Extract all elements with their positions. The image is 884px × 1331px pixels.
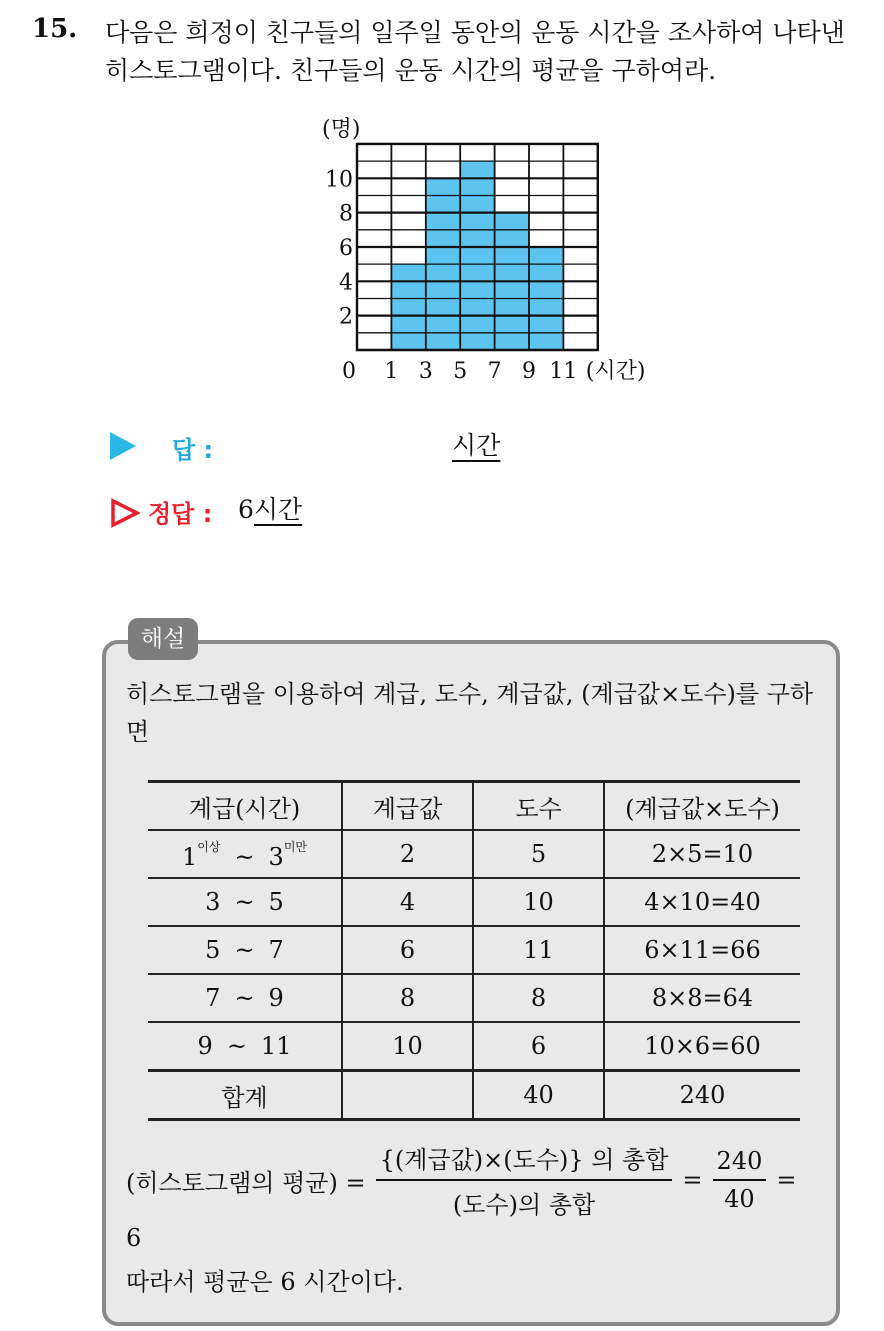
x-tick-label: 7 <box>487 359 502 384</box>
class-mid: 2 <box>342 830 473 878</box>
table-row <box>148 926 800 974</box>
x-tick-label: 1 <box>384 359 399 384</box>
table-row <box>148 1022 800 1071</box>
class-from: 3 <box>205 888 221 916</box>
class-to: 3 <box>268 842 284 871</box>
y-tick-label: 8 <box>339 201 353 227</box>
y-tick-label: 2 <box>339 304 353 330</box>
range-separator: ~ <box>226 1032 247 1060</box>
class-product: 2×5=10 <box>651 840 754 868</box>
formula-result: 6 <box>126 1224 142 1252</box>
y-tick-label: 10 <box>325 167 353 193</box>
upper-mark: 미만 <box>283 839 308 854</box>
answer-label: 답 : <box>172 436 214 464</box>
class-range <box>148 1022 342 1071</box>
class-to: 5 <box>268 888 284 916</box>
explanation-tag: 해설 <box>128 618 198 660</box>
formula-den-value: 40 <box>724 1185 755 1213</box>
x-tick-label: 9 <box>522 359 536 384</box>
class-from: 9 <box>197 1032 213 1060</box>
question-line: 다음은 희정이 친구들의 일주일 동안의 운동 시간을 조사하여 나타낸 <box>105 18 845 47</box>
x-unit-label: (시간) <box>585 359 646 384</box>
x-tick-label: 3 <box>418 359 433 384</box>
x-tick-label: 5 <box>453 359 468 384</box>
class-from: 1 <box>181 842 198 871</box>
total-empty <box>342 1071 473 1120</box>
histogram-bar <box>460 161 494 350</box>
class-product: 10×6=60 <box>644 1032 761 1060</box>
total-freq: 40 <box>473 1071 604 1120</box>
conclusion-text: 따라서 평균은 6 시간이다. <box>126 1268 404 1296</box>
class-range <box>148 878 342 926</box>
class-freq: 8 <box>473 974 604 1022</box>
question-number: 15. <box>32 14 78 44</box>
table-total-row <box>148 1071 800 1120</box>
question-line: 히스토그램이다. 친구들의 운동 시간의 평균을 구하여라. <box>105 56 717 85</box>
correct-number: 6 <box>238 495 254 524</box>
class-freq: 11 <box>473 926 604 974</box>
formula-lhs: (히스토그램의 평균) = <box>126 1168 366 1197</box>
y-unit-label: (명) <box>322 116 361 142</box>
class-freq: 10 <box>473 878 604 926</box>
answer-blank[interactable]: 시간 <box>452 431 501 460</box>
y-tick-label: 6 <box>339 235 353 261</box>
table-row <box>148 830 800 878</box>
range-separator: ~ <box>234 936 255 964</box>
table-header: 도수 <box>473 782 604 831</box>
class-range <box>148 974 342 1022</box>
mean-formula <box>126 1140 796 1220</box>
range-separator: ~ <box>234 842 255 871</box>
table-header: 계급값 <box>342 782 473 831</box>
class-range <box>148 926 342 974</box>
class-from: 5 <box>205 936 221 964</box>
histogram-bar <box>391 264 425 350</box>
class-product: 6×11=66 <box>644 936 761 964</box>
formula-numerator: {(계급값)×(도수)} 의 총합 <box>376 1140 673 1181</box>
class-to: 11 <box>260 1032 292 1060</box>
formula-denominator: (도수)의 총합 <box>452 1191 596 1219</box>
correct-label: 정답 : <box>148 500 213 528</box>
class-product: 4×10=40 <box>644 888 761 916</box>
table-row <box>148 974 800 1022</box>
class-freq: 6 <box>473 1022 604 1071</box>
table-header-row <box>148 782 800 831</box>
total-label: 합계 <box>148 1071 342 1120</box>
formula-equals: = <box>776 1166 797 1194</box>
histogram-chart <box>318 110 658 390</box>
class-mid: 4 <box>342 878 473 926</box>
frequency-table <box>148 780 800 1121</box>
answer-arrow-icon <box>110 432 136 460</box>
formula-num-value: 240 <box>713 1147 767 1181</box>
correct-unit: 시간 <box>253 495 303 524</box>
range-separator: ~ <box>234 984 255 1012</box>
formula-equals: = <box>682 1166 703 1194</box>
x-tick-label: 11 <box>549 359 578 384</box>
question-text <box>105 14 865 90</box>
formula-fraction <box>376 1140 673 1220</box>
class-freq: 5 <box>473 830 604 878</box>
range-separator: ~ <box>234 888 255 916</box>
class-to: 7 <box>268 936 284 964</box>
correct-arrow-icon <box>110 498 140 528</box>
lower-mark: 이상 <box>197 839 221 854</box>
class-mid: 6 <box>342 926 473 974</box>
x-tick-label: 0 <box>342 359 356 384</box>
y-tick-label: 4 <box>339 270 353 296</box>
table-header: (계급값×도수) <box>625 794 780 823</box>
correct-answer <box>238 490 302 526</box>
formula-fraction-values <box>713 1147 767 1213</box>
class-mid: 10 <box>342 1022 473 1071</box>
class-mid: 8 <box>342 974 473 1022</box>
total-product: 240 <box>679 1081 726 1109</box>
class-from: 7 <box>205 984 221 1012</box>
class-to: 9 <box>268 984 284 1012</box>
class-product: 8×8=64 <box>651 984 754 1012</box>
table-row <box>148 878 800 926</box>
class-range <box>148 830 342 878</box>
table-header: 계급(시간) <box>148 782 342 831</box>
explanation-intro: 히스토그램을 이용하여 계급, 도수, 계급값, (계급값×도수)를 구하면 <box>126 680 814 746</box>
